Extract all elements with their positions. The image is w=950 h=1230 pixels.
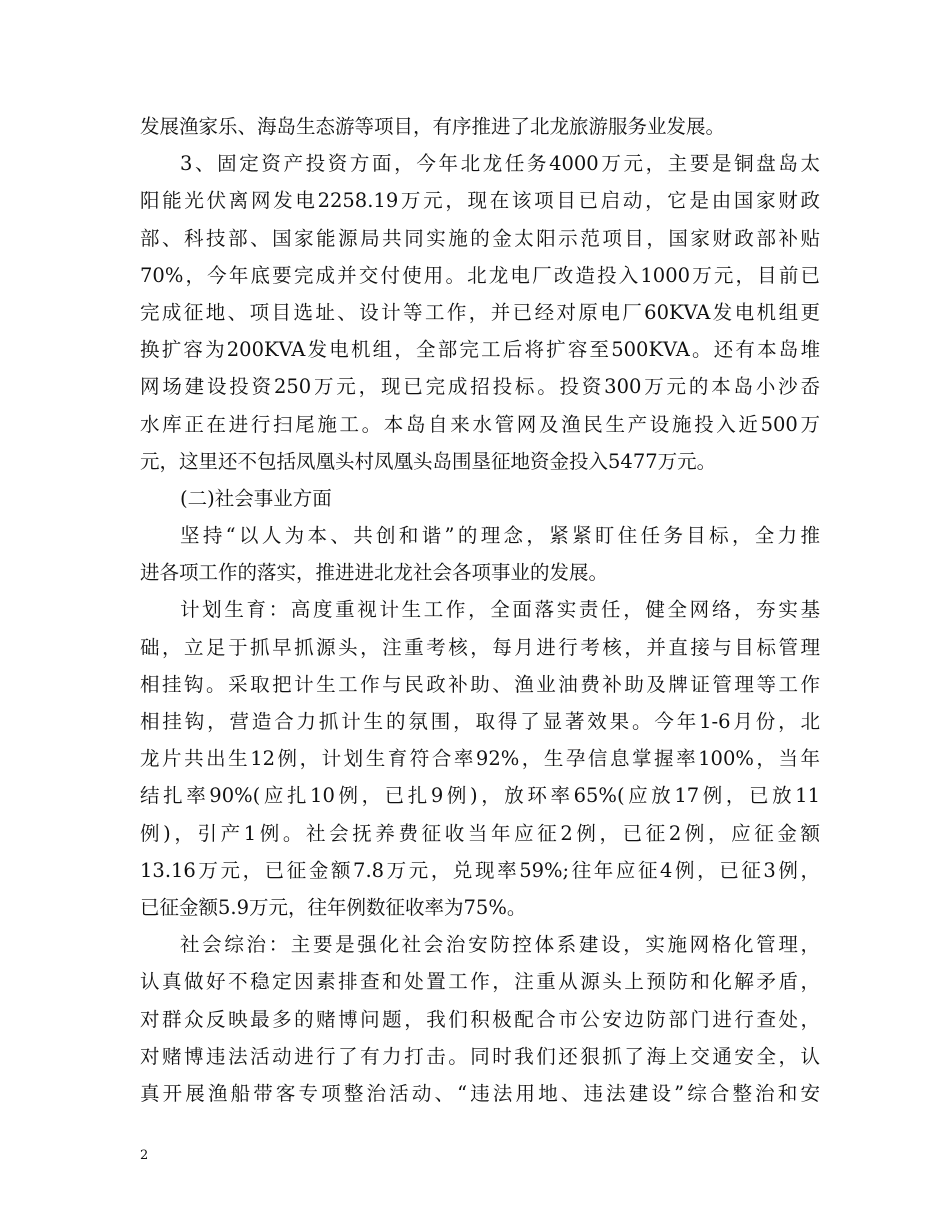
text-line: 对赌博违法活动进行了有力打击。同时我们还狠抓了海上交通安全，认 xyxy=(140,1044,820,1068)
text-line: 元，这里还不包括凤凰头村凤凰头岛围垦征地资金投入5477万元。 xyxy=(140,449,717,473)
text-line: 社会综治：主要是强化社会治安防控体系建设，实施网格化管理， xyxy=(180,933,820,957)
text-line: 13.16万元，已征金额7.8万元，兑现率59%;往年应征4例，已征3例， xyxy=(140,858,820,882)
text-line: 认真做好不稳定因素排查和处置工作，注重从源头上预防和化解矛盾， xyxy=(140,970,820,994)
text-line: 例)，引产1例。社会抚养费征收当年应征2例，已征2例，应征金额 xyxy=(140,821,820,845)
page-number: 2 xyxy=(140,1148,149,1163)
text-line: 网场建设投资250万元，现已完成招投标。投资300万元的本岛小沙岙 xyxy=(140,375,820,399)
text-line: 坚持“以人为本、共创和谐”的理念，紧紧盯住任务目标，全力推 xyxy=(180,524,820,548)
text-line: 已征金额5.9万元，往年例数征收率为75%。 xyxy=(140,895,527,919)
body-text xyxy=(140,108,820,1112)
section-heading: (二)社会事业方面 xyxy=(180,486,332,510)
text-line: 3、固定资产投资方面，今年北龙任务4000万元，主要是铜盘岛太 xyxy=(180,152,820,176)
text-line: 相挂钩。采取把计生工作与民政补助、渔业油费补助及牌证管理等工作 xyxy=(140,672,820,696)
text-line: 完成征地、项目选址、设计等工作，并已经对原电厂60KVA发电机组更 xyxy=(140,300,820,324)
text-line: 真开展渔船带客专项整治活动、“违法用地、违法建设”综合整治和安 xyxy=(140,1081,820,1105)
text-line: 水库正在进行扫尾施工。本岛自来水管网及渔民生产设施投入近500万 xyxy=(140,412,820,436)
text-line: 70%，今年底要完成并交付使用。北龙电厂改造投入1000万元，目前已 xyxy=(140,263,820,287)
text-line: 进各项工作的落实，推进进北龙社会各项事业的发展。 xyxy=(140,561,609,585)
text-line: 相挂钩，营造合力抓计生的氛围，取得了显著效果。今年1-6月份，北 xyxy=(140,710,820,733)
text-line: 换扩容为200KVA发电机组，全部完工后将扩容至500KVA。还有本岛堆 xyxy=(140,338,820,362)
text-line: 础，立足于抓早抓源头，注重考核，每月进行考核，并直接与目标管理 xyxy=(140,635,820,659)
text-line: 对群众反映最多的赌博问题，我们积极配合市公安边防部门进行查处， xyxy=(140,1007,820,1031)
text-line: 部、科技部、国家能源局共同实施的金太阳示范项目，国家财政部补贴 xyxy=(140,226,820,250)
text-line: 发展渔家乐、海岛生态游等项目，有序推进了北龙旅游服务业发展。 xyxy=(140,115,726,138)
text-line: 阳能光伏离网发电2258.19万元，现在该项目已启动，它是由国家财政 xyxy=(140,189,820,213)
text-line: 计划生育：高度重视计生工作，全面落实责任，健全网络，夯实基 xyxy=(180,598,820,622)
text-line: 结扎率90%(应扎10例，已扎9例)，放环率65%(应放17例，已放11 xyxy=(140,784,820,808)
text-line: 龙片共出生12例，计划生育符合率92%，生孕信息掌握率100%，当年 xyxy=(140,747,820,771)
